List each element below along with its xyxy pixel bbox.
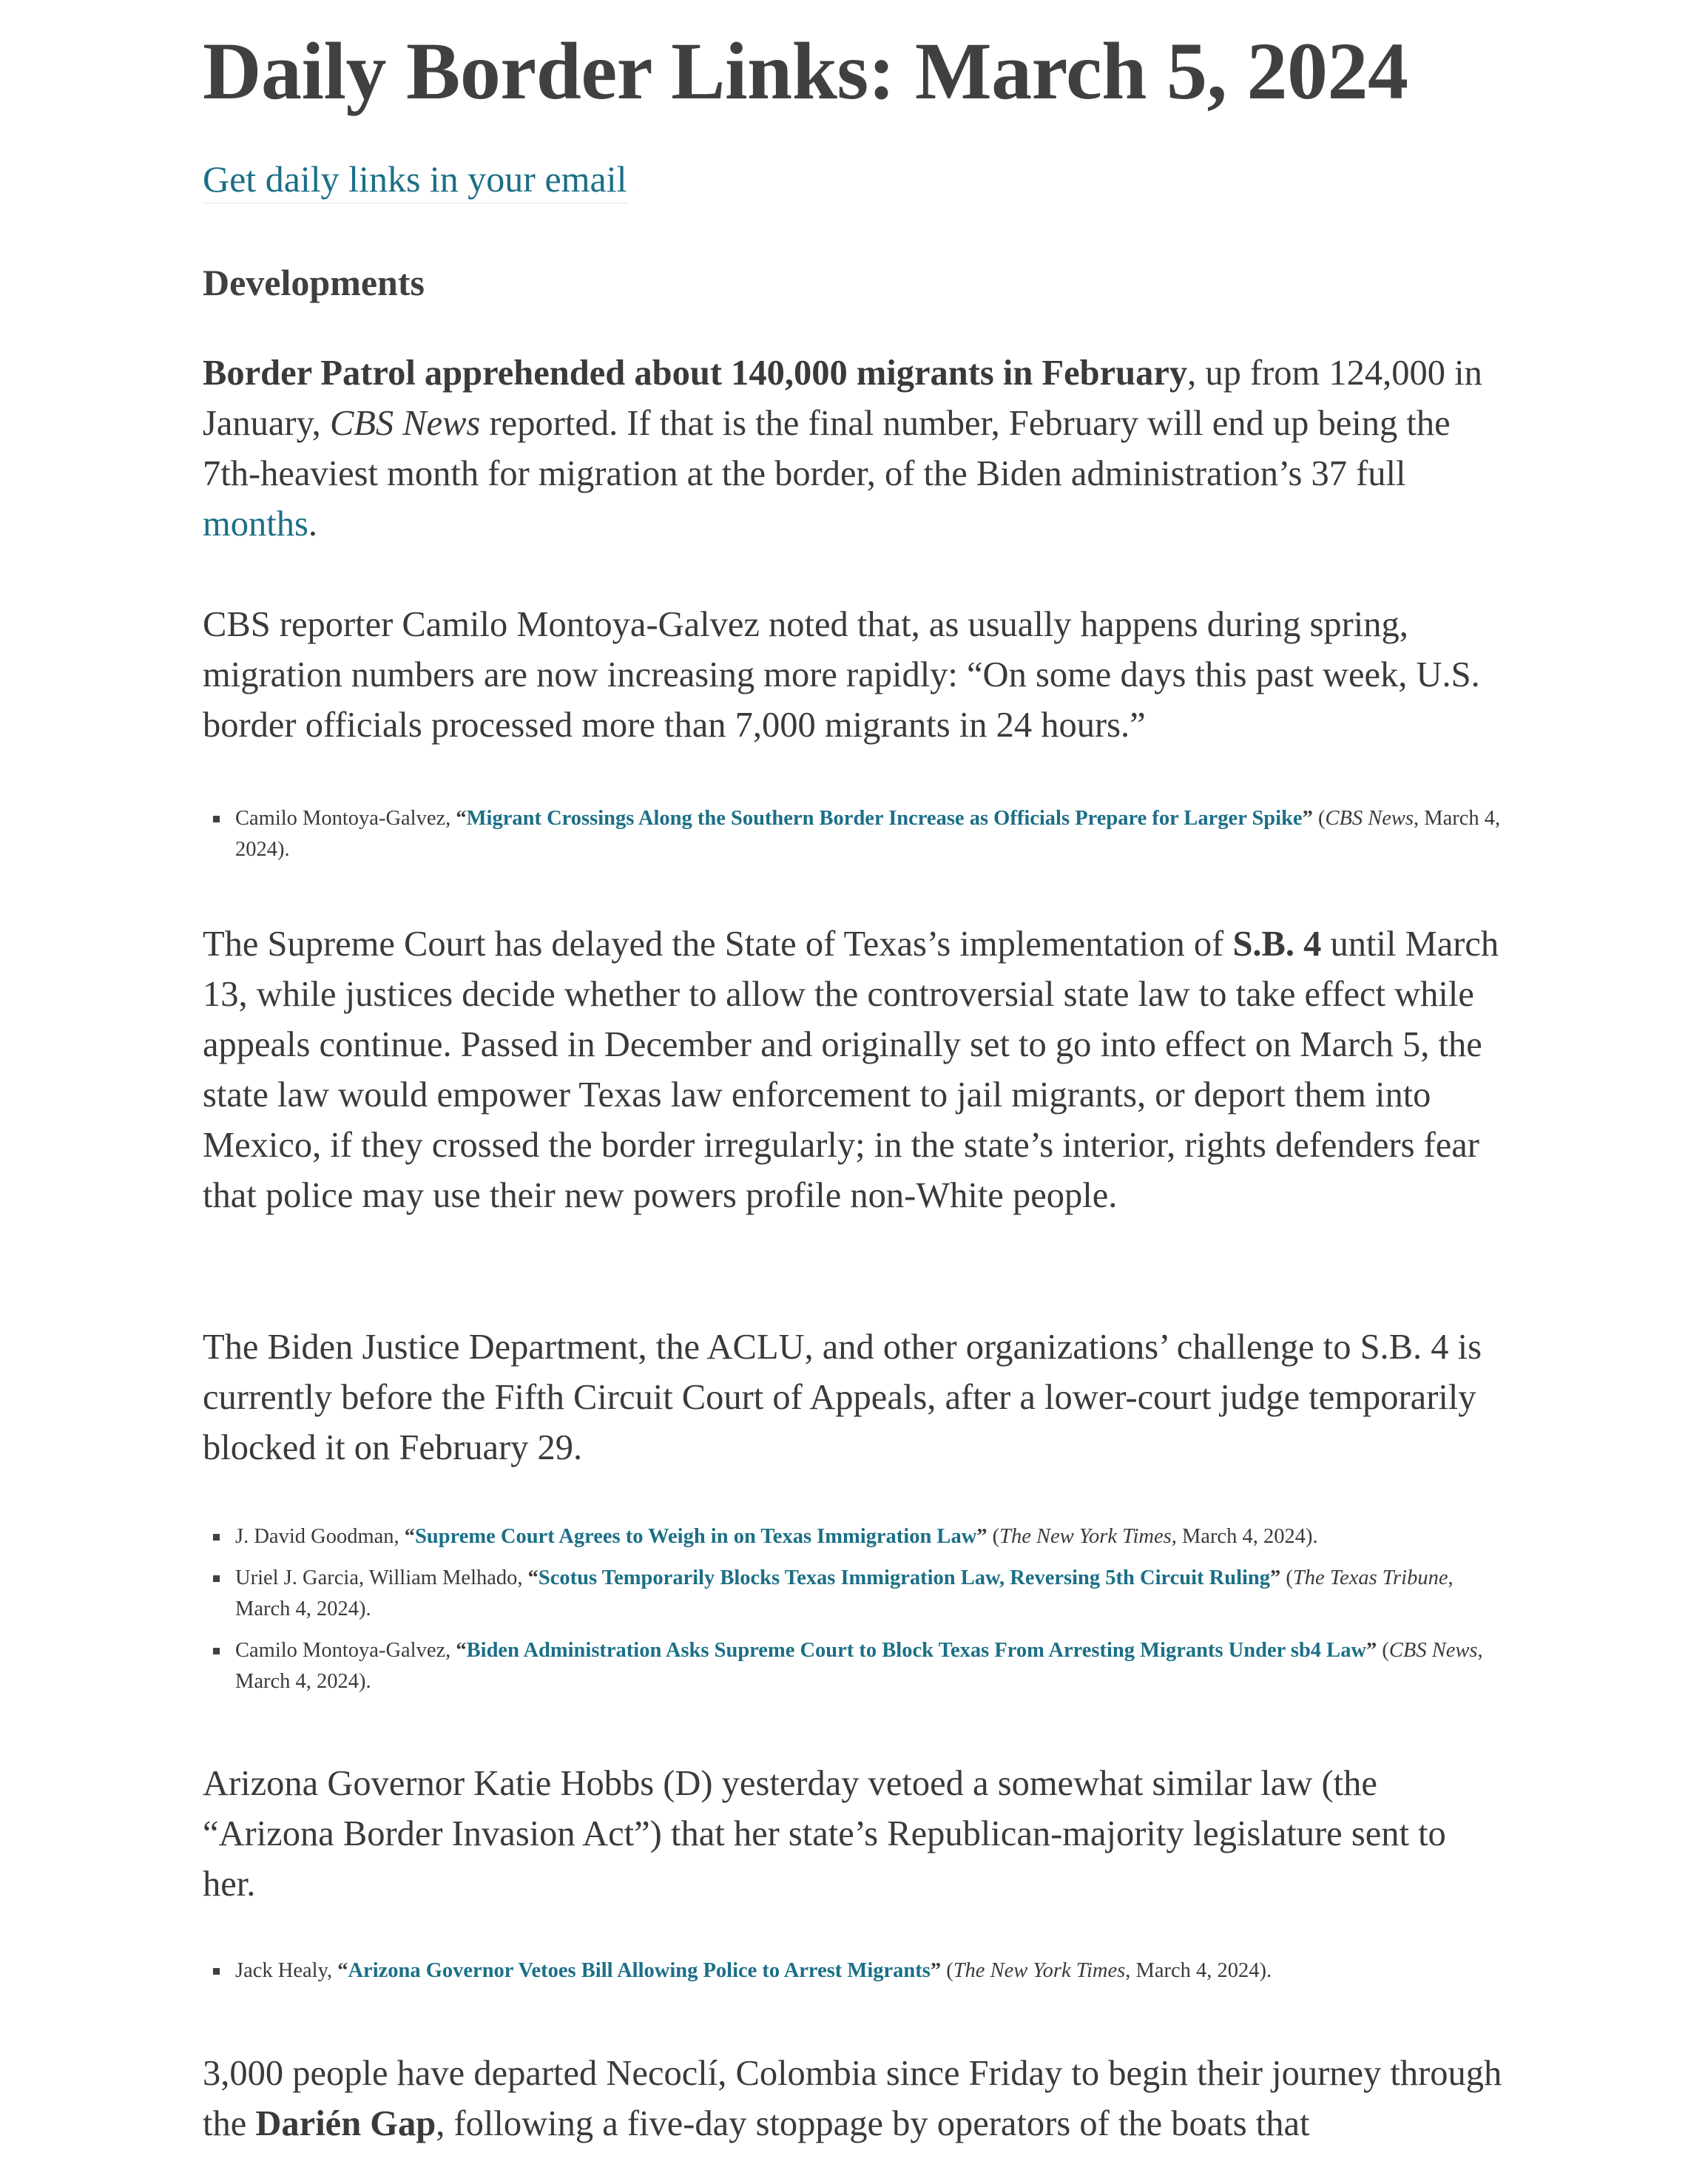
reference-date: , March 4, 2024). (1171, 1525, 1318, 1548)
reference-date: , March 4, 2024). (1125, 1959, 1272, 1982)
developments-heading-wrap (203, 260, 1505, 305)
paragraph-justice-dept: The Biden Justice Department, the ACLU, and other organizations’ challenge to S.B. 4 is currently before the Fifth Circuit Court of Appeals, after a lower-court judge temporarily blocked it on February 29. (203, 1328, 1482, 1467)
reference-date: , March 4, 2024). (235, 1566, 1454, 1620)
months-link[interactable]: months (203, 504, 308, 544)
p1-text-3: . (308, 504, 317, 544)
reference-title-link[interactable]: Arizona Governor Vetoes Bill Allowing Police to Arrest Migrants (348, 1959, 931, 1982)
open-quote: “ (456, 807, 467, 830)
p1-text-1: , up from 124,000 in January, (203, 354, 1482, 443)
reference-author: Camilo Montoya-Galvez, (235, 1639, 456, 1662)
sb4-highlight: S.B. 4 (1232, 924, 1322, 964)
paragraph-arizona-wrap (203, 1759, 1505, 1910)
reference-author: Uriel J. Garcia, William Melhado, (235, 1566, 528, 1589)
reference-source: CBS News (1325, 807, 1414, 830)
reference-source: The Texas Tribune (1292, 1566, 1448, 1589)
paragraph-darien (203, 2049, 1505, 2149)
source-open-paren: ( (941, 1959, 953, 1982)
reference-title-link[interactable]: Migrant Crossings Along the Southern Border Increase as Officials Prepare for Larger Spike (466, 807, 1303, 830)
open-quote: “ (456, 1639, 467, 1662)
paragraph-justice-dept-wrap (203, 1322, 1505, 1473)
reference-item (203, 1521, 1505, 1552)
darien-gap-highlight: Darién Gap (255, 2104, 436, 2143)
reference-item (203, 1563, 1505, 1625)
p6-text-2: , following a five-day stoppage by operators of the boats that (436, 2104, 1310, 2143)
reference-author: Camilo Montoya-Galvez, (235, 807, 456, 830)
reference-source: CBS News (1388, 1639, 1478, 1662)
references-list-1 (203, 803, 1505, 876)
bullet-icon (213, 1648, 220, 1654)
source-open-paren: ( (987, 1525, 1000, 1548)
reference-date: , March 4, 2024). (235, 1639, 1483, 1693)
source-open-paren: ( (1280, 1566, 1293, 1589)
developments-heading: Developments (203, 262, 425, 303)
apprehensions-highlight: Border Patrol apprehended about 140,000 migrants in February (203, 354, 1188, 393)
close-quote: ” (1366, 1639, 1377, 1662)
paragraph-darien-wrap (203, 2049, 1505, 2149)
email-link-wrap (203, 157, 1505, 201)
paragraph-supreme-court (203, 919, 1505, 1221)
reference-source: The New York Times (999, 1525, 1172, 1548)
source-open-paren: ( (1312, 807, 1326, 830)
p3-text-1: The Supreme Court has delayed the State of Texas’s implementation of (203, 924, 1233, 964)
open-quote: “ (527, 1566, 539, 1589)
bullet-icon (213, 1575, 220, 1582)
cbs-news-source: CBS News (329, 404, 481, 443)
source-open-paren: ( (1377, 1639, 1389, 1662)
reference-item (203, 803, 1505, 865)
close-quote: ” (1302, 807, 1313, 830)
paragraph-cbs-reporter: CBS reporter Camilo Montoya-Galvez noted that, as usually happens during spring, migration numbers are now increasing more rapidly: “On some days this past week, U.S. border officials processed more than 7,000 migrants in 24 hours.” (203, 605, 1480, 745)
reference-title-link[interactable]: Biden Administration Asks Supreme Court to Block Texas From Arresting Migrants Under sb4 Law (466, 1639, 1367, 1662)
reference-author: J. David Goodman, (235, 1525, 405, 1548)
paragraph-apprehensions-wrap (203, 348, 1505, 550)
reference-source: The New York Times (953, 1959, 1126, 1982)
reference-item (203, 1955, 1505, 1987)
open-quote: “ (404, 1525, 416, 1548)
bullet-icon (213, 1968, 220, 1975)
references-list-2 (203, 1521, 1505, 1708)
close-quote: ” (1270, 1566, 1281, 1589)
daily-links-email-link[interactable]: Get daily links in your email (203, 158, 627, 203)
paragraph-supreme-court-wrap (203, 919, 1505, 1221)
bullet-icon (213, 1534, 220, 1541)
paragraph-apprehensions (203, 348, 1505, 550)
open-quote: “ (337, 1959, 348, 1982)
p3-text-2: until March 13, while justices decide whether to allow the controversial state law to take effect while appeals continue. Passed in December and originally set to go into effect on March 5, the state law would empower Texas law enforcement to jail migrants, or deport them into Mexico, if they crossed the border irregularly; in the state’s interior, rights defenders fear that police may use their new powers profile non-White people. (203, 924, 1499, 1215)
bullet-icon (213, 816, 220, 822)
close-quote: ” (976, 1525, 988, 1548)
paragraph-arizona: Arizona Governor Katie Hobbs (D) yesterday vetoed a somewhat similar law (the “Arizona Border Invasion Act”) that her state’s Republican-majority legislature sent to her. (203, 1764, 1446, 1904)
paragraph-cbs-reporter-wrap (203, 600, 1505, 751)
reference-author: Jack Healy, (235, 1959, 338, 1982)
reference-item (203, 1635, 1505, 1697)
reference-title-link[interactable]: Supreme Court Agrees to Weigh in on Texas Immigration Law (415, 1525, 977, 1548)
reference-date: , March 4, 2024). (235, 807, 1501, 861)
p1-text-2: reported. If that is the final number, February will end up being the 7th-heaviest month for migration at the border, of the Biden administration’s 37 full (203, 404, 1451, 493)
reference-title-link[interactable]: Scotus Temporarily Blocks Texas Immigration Law, Reversing 5th Circuit Ruling (538, 1566, 1271, 1589)
close-quote: ” (930, 1959, 942, 1982)
page-title-wrap (203, 27, 1505, 115)
p6-text-1: 3,000 people have departed Necoclí, Colombia since Friday to begin their journey through the (203, 2054, 1502, 2143)
page-title: Daily Border Links: March 5, 2024 (203, 26, 1408, 116)
references-list-3 (203, 1955, 1505, 1997)
